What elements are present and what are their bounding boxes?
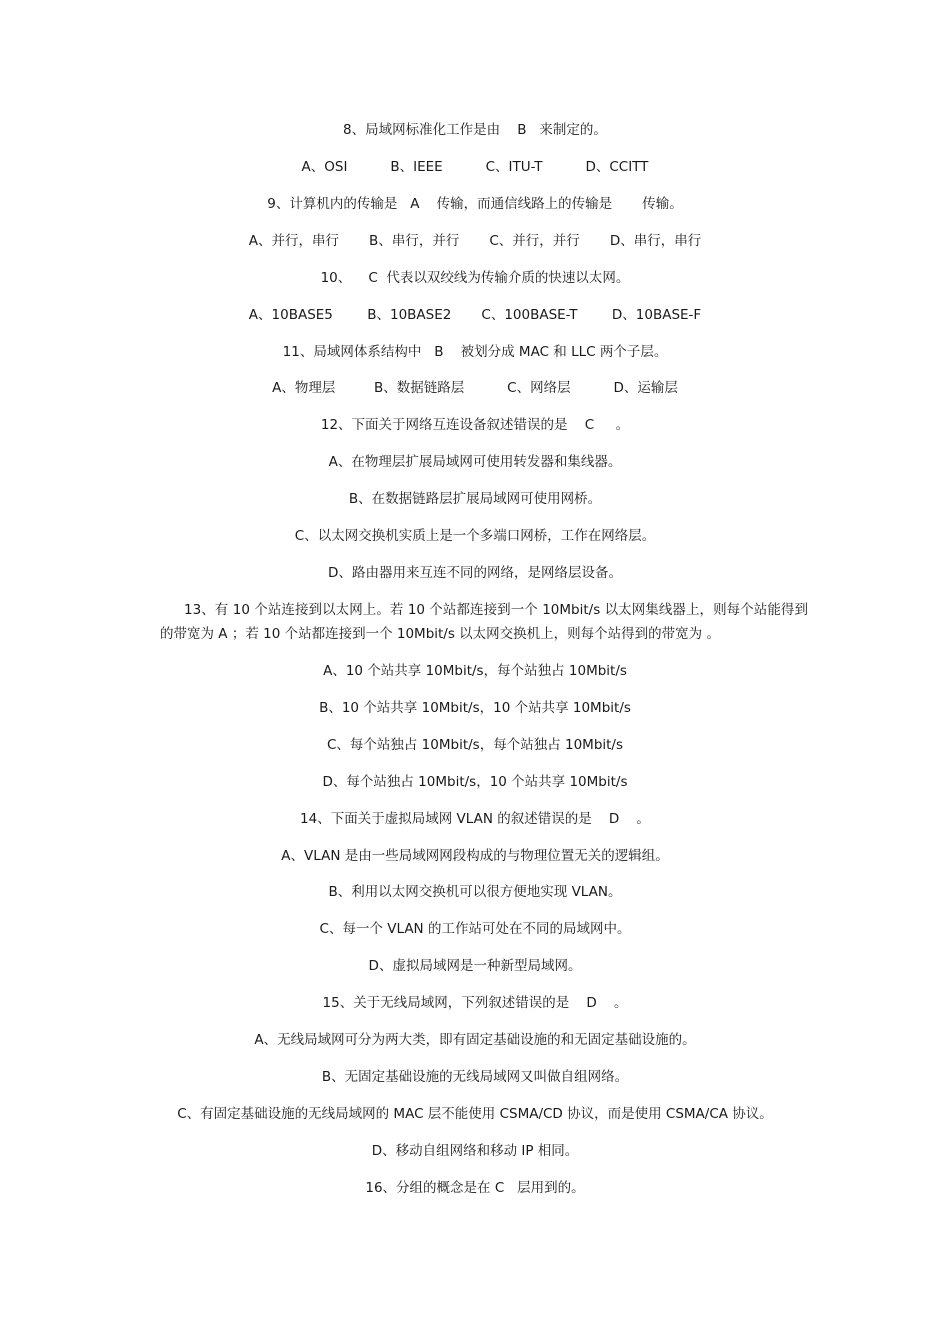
q15-option-d: D、移动自组网络和移动 IP 相同。	[371, 1143, 579, 1159]
q12-option-d: D、路由器用来互连不同的网络，是网络层设备。	[328, 565, 622, 581]
q10-options: A、10BASE5 B、10BASE2 C、100BASE-T D、10BASE-F	[248, 307, 702, 323]
q11-options: A、物理层 B、数据链路层 C、网络层 D、运输层	[272, 380, 678, 396]
q8-question: 8、局域网标准化工作是由 B 来制定的。	[343, 122, 607, 138]
q12-option-c: C、以太网交换机实质上是一个多端口网桥，工作在网络层。	[294, 528, 656, 544]
q8-options: A、OSI B、IEEE C、ITU-T D、CCITT	[301, 159, 649, 175]
q15-option-a: A、无线局域网可分为两大类，即有固定基础设施的和无固定基础设施的。	[254, 1032, 696, 1048]
q13-option-a: A、10 个站共享 10Mbit/s，每个站独占 10Mbit/s	[323, 663, 627, 679]
q11-question: 11、局域网体系结构中 B 被划分成 MAC 和 LLC 两个子层。	[282, 344, 668, 360]
q13-question: 13、有 10 个站连接到以太网上。若 10 个站都连接到一个 10Mbit/s 以太网集线器上，则每个站能得到的带宽为 A ；若 10 个站都连接到一个 10Mbit/s 以太网交换机上，则每个站得到的带宽为 。	[160, 602, 808, 642]
q13-option-b: B、10 个站共享 10Mbit/s，10 个站共享 10Mbit/s	[319, 700, 631, 716]
q12-question: 12、下面关于网络互连设备叙述错误的是 C 。	[320, 417, 630, 433]
q15-option-b: B、无固定基础设施的无线局域网又叫做自组网络。	[321, 1069, 629, 1085]
q13-option-c: C、每个站独占 10Mbit/s，每个站独占 10Mbit/s	[326, 737, 624, 753]
q12-option-a: A、在物理层扩展局域网可使用转发器和集线器。	[328, 454, 622, 470]
q14-question: 14、下面关于虚拟局域网 VLAN 的叙述错误的是 D 。	[300, 811, 650, 827]
q9-options: A、并行，串行 B、串行，并行 C、并行，并行 D、串行，串行	[248, 233, 702, 249]
q14-option-c: C、每一个 VLAN 的工作站可处在不同的局域网中。	[319, 921, 631, 937]
q14-option-b: B、利用以太网交换机可以很方便地实现 VLAN。	[328, 884, 622, 900]
q15-question: 15、关于无线局域网，下列叙述错误的是 D 。	[322, 995, 628, 1011]
q14-option-a: A、VLAN 是由一些局域网网段构成的与物理位置无关的逻辑组。	[281, 848, 669, 864]
q15-option-c: C、有固定基础设施的无线局域网的 MAC 层不能使用 CSMA/CD 协议，而是使用 CSMA/CA 协议。	[177, 1106, 773, 1122]
q12-option-b: B、在数据链路层扩展局域网可使用网桥。	[348, 491, 602, 507]
q14-option-d: D、虚拟局域网是一种新型局域网。	[368, 958, 582, 974]
q13-option-d: D、每个站独占 10Mbit/s，10 个站共享 10Mbit/s	[322, 774, 628, 790]
q16-question: 16、分组的概念是在 C 层用到的。	[365, 1180, 585, 1196]
q9-question: 9、计算机内的传输是 A 传输，而通信线路上的传输是 传输。	[267, 196, 683, 212]
q10-question: 10、 C 代表以双绞线为传输介质的快速以太网。	[320, 270, 630, 286]
